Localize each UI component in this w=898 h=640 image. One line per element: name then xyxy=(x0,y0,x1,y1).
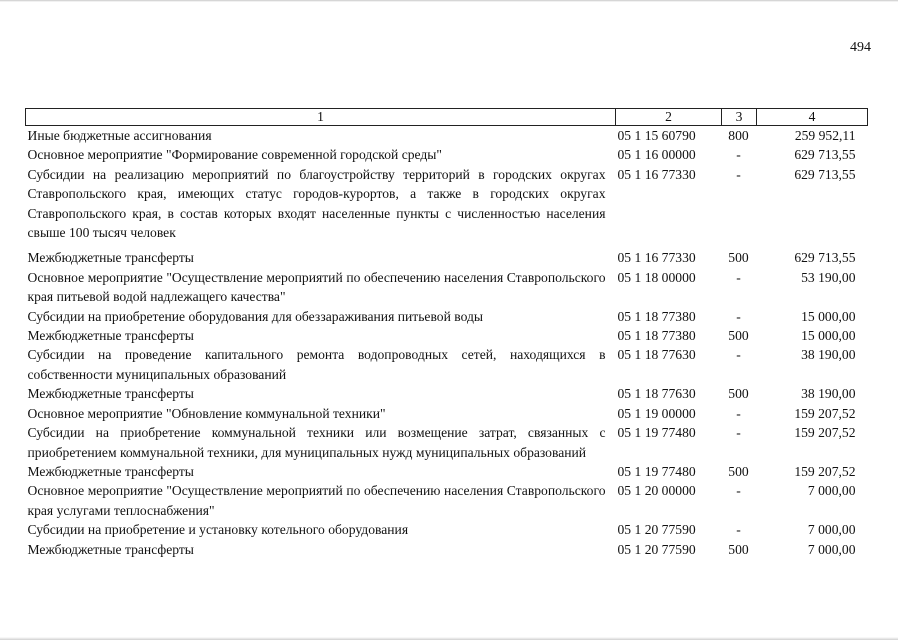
row-name-cell: Межбюджетные трансферты xyxy=(27,386,194,402)
row-amount-cell: 629 713,55 xyxy=(794,147,856,163)
table-body xyxy=(26,126,868,559)
row-type-cell: - xyxy=(736,147,741,163)
row-type-cell: - xyxy=(736,269,741,285)
row-amount-cell: 629 713,55 xyxy=(794,166,856,182)
row-amount-cell: 38 190,00 xyxy=(801,347,856,363)
row-amount-cell: 159 207,52 xyxy=(794,405,856,421)
header-cell-amount: 4 xyxy=(757,109,868,126)
row-amount-cell: 7 000,00 xyxy=(807,541,856,557)
scan-edge-top xyxy=(0,0,898,2)
row-name-cell: Иные бюджетные ассигнования xyxy=(27,128,212,143)
row-type-cell: - xyxy=(736,425,741,441)
row-type-cell: - xyxy=(736,308,741,324)
row-amount-cell: 159 207,52 xyxy=(794,425,856,441)
page-number: 494 xyxy=(850,40,871,55)
row-name-cell: Субсидии на проведение капитального ремонта водопроводных сетей, находящихся в собственности муниципальных образований xyxy=(27,347,606,382)
table-row xyxy=(26,165,868,243)
table-row xyxy=(26,268,868,307)
table-row xyxy=(26,384,868,403)
row-name-cell: Основное мероприятие "Формирование современной городской среды" xyxy=(27,147,442,163)
row-type-cell: - xyxy=(736,166,741,182)
row-type-cell: - xyxy=(736,483,741,499)
row-code-cell: 05 1 18 77380 xyxy=(617,308,696,324)
row-code-cell: 05 1 16 77330 xyxy=(617,166,696,182)
table-row xyxy=(26,404,868,423)
table-row xyxy=(26,145,868,164)
row-name-cell: Основное мероприятие "Осуществление мероприятий по обеспечению населения Ставропольского края питьевой водой надлежащего качества" xyxy=(27,269,606,305)
row-name-cell: Субсидии на приобретение и установку котельного оборудования xyxy=(27,522,409,538)
row-code-cell: 05 1 20 00000 xyxy=(617,483,696,499)
row-name-cell: Межбюджетные трансферты xyxy=(27,463,194,479)
header-row xyxy=(26,109,868,126)
row-type-cell: - xyxy=(736,405,741,421)
row-code-cell: 05 1 19 77480 xyxy=(617,425,696,441)
row-code-cell: 05 1 18 77630 xyxy=(617,347,696,363)
row-type-cell: 500 xyxy=(728,250,749,266)
row-type-cell: - xyxy=(736,347,741,363)
row-amount-cell: 259 952,11 xyxy=(794,128,856,143)
table-row xyxy=(26,345,868,384)
table-row xyxy=(26,242,868,267)
row-code-cell: 05 1 19 00000 xyxy=(617,405,696,421)
budget-table xyxy=(25,108,868,559)
table-row xyxy=(26,126,868,146)
table-row xyxy=(26,520,868,539)
row-amount-cell: 159 207,52 xyxy=(794,463,856,479)
row-code-cell: 05 1 19 77480 xyxy=(617,463,696,479)
row-name-cell: Межбюджетные трансферты xyxy=(27,328,194,344)
row-name-cell: Субсидии на реализацию мероприятий по благоустройству территорий в городских округах Ставропольского края, имеющих статус городов-курортов, а также в городских округах Ставропольского края, в состав которых входят населенные пункты с численностью населения свыше 100 тысяч человек xyxy=(27,166,606,241)
row-type-cell: 500 xyxy=(728,328,749,344)
row-amount-cell: 15 000,00 xyxy=(801,308,856,324)
table-row xyxy=(26,540,868,559)
row-code-cell: 05 1 20 77590 xyxy=(617,541,696,557)
row-amount-cell: 38 190,00 xyxy=(801,386,856,402)
row-amount-cell: 53 190,00 xyxy=(801,269,856,285)
table-row xyxy=(26,462,868,481)
row-name-cell: Субсидии на приобретение оборудования для обеззараживания питьевой воды xyxy=(27,308,484,324)
row-code-cell: 05 1 15 60790 xyxy=(617,128,696,143)
row-type-cell: - xyxy=(736,522,741,538)
row-amount-cell: 629 713,55 xyxy=(794,250,856,266)
row-name-cell: Межбюджетные трансферты xyxy=(27,250,194,266)
header-cell-name: 1 xyxy=(26,109,616,126)
header-cell-type: 3 xyxy=(722,109,757,126)
header-cell-code: 2 xyxy=(616,109,722,126)
row-amount-cell: 7 000,00 xyxy=(807,483,856,499)
row-name-cell: Субсидии на приобретение коммунальной техники или возмещение затрат, связанных с приобретением коммунальной техники, для муниципальных нужд муниципальных образований xyxy=(27,425,606,460)
row-type-cell: 500 xyxy=(728,386,749,402)
row-code-cell: 05 1 18 77380 xyxy=(617,328,696,344)
table-row xyxy=(26,423,868,462)
row-type-cell: 500 xyxy=(728,463,749,479)
row-code-cell: 05 1 16 77330 xyxy=(617,250,696,266)
row-name-cell: Основное мероприятие "Обновление коммунальной техники" xyxy=(27,405,386,421)
row-name-cell: Основное мероприятие "Осуществление мероприятий по обеспечению населения Ставропольского края услугами теплоснабжения" xyxy=(27,483,606,518)
row-code-cell: 05 1 18 77630 xyxy=(617,386,696,402)
row-code-cell: 05 1 16 00000 xyxy=(617,147,696,163)
row-code-cell: 05 1 20 77590 xyxy=(617,522,696,538)
row-amount-cell: 15 000,00 xyxy=(801,328,856,344)
table-row xyxy=(26,326,868,345)
row-name-cell: Межбюджетные трансферты xyxy=(27,541,194,557)
row-amount-cell: 7 000,00 xyxy=(807,522,856,538)
row-type-cell: 500 xyxy=(728,541,749,557)
row-code-cell: 05 1 18 00000 xyxy=(617,269,696,285)
table-row xyxy=(26,307,868,326)
table-row xyxy=(26,481,868,520)
row-type-cell: 800 xyxy=(728,128,749,143)
